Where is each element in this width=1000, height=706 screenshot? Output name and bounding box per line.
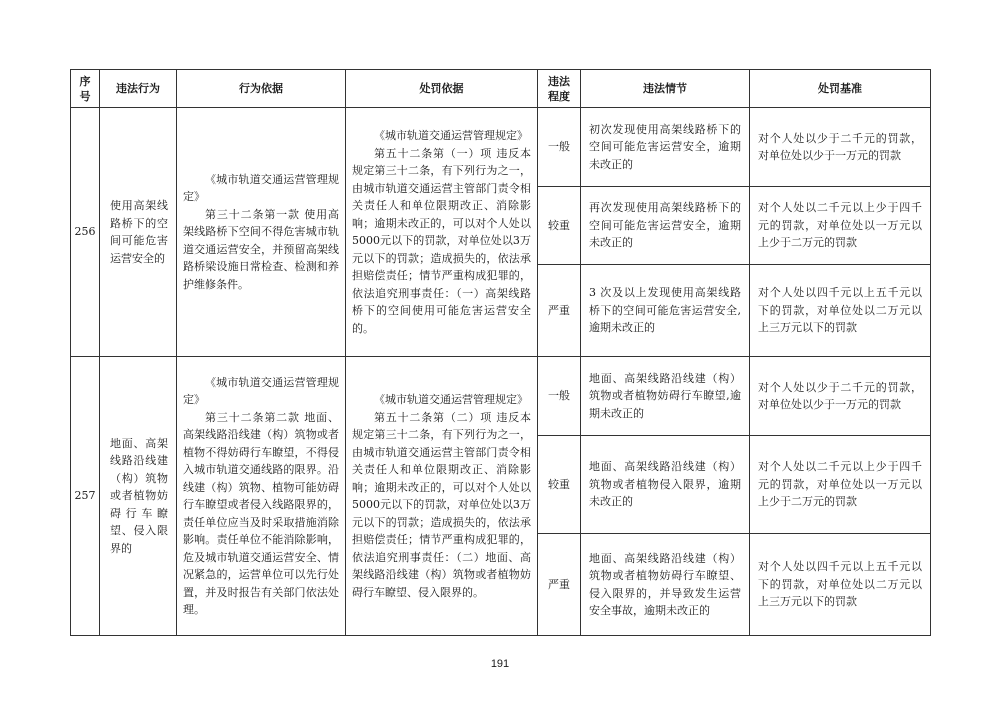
- table-header-row: [71, 70, 931, 108]
- situation: 再次发现使用高架线路桥下的空间可能危害运营安全，逾期未改正的: [581, 187, 750, 265]
- header-no: 序号: [71, 70, 100, 108]
- row-number: 256: [71, 108, 100, 357]
- header-standard: 处罚基准: [750, 70, 931, 108]
- row-number: 257: [71, 357, 100, 636]
- basis-cell: [177, 357, 346, 636]
- standard: 对个人处以少于二千元的罚款，对单位处以少于一万元的罚款: [750, 108, 931, 187]
- basis-title: 《城市轨道交通运营管理规定》: [183, 172, 339, 204]
- penalty-table: [70, 69, 931, 636]
- degree: 较重: [538, 436, 581, 534]
- basis-body: 第三十二条第二款 地面、高架线路沿线建（构）筑物或者植物不得妨碍行车瞭望，不得侵入城市轨道交通线路的限界。沿线建（构）筑物、植物可能妨碍行车瞭望或者侵入线路限界的，责任单位应当及时采取措施消除影响。责任单位不能消除影响，危及城市轨道交通运营安全、情况紧急的，运营单位可以先行处置，并及时报告有关部门依法处理。: [183, 410, 339, 616]
- situation: 地面、高架线路沿线建（构）筑物或者植物妨碍行车瞭望,逾期未改正的: [581, 357, 750, 436]
- basis-title: 《城市轨道交通运营管理规定》: [183, 375, 339, 406]
- degree: 一般: [538, 357, 581, 436]
- standard: 对个人处以二千元以上少于四千元的罚款，对单位处以一万元以上少于二万元的罚款: [750, 187, 931, 265]
- standard: 对个人处以四千元以上五千元以下的罚款，对单位处以二万元以上三万元以下的罚款: [750, 534, 931, 636]
- header-act: 违法行为: [100, 70, 177, 108]
- standard: 对个人处以四千元以上五千元以下的罚款，对单位处以二万元以上三万元以下的罚款: [750, 265, 931, 357]
- standard: 对个人处以二千元以上少于四千元的罚款，对单位处以一万元以上少于二万元的罚款: [750, 436, 931, 534]
- page-number: 191: [490, 658, 510, 670]
- penalty-title: 《城市轨道交通运营管理规定》: [374, 129, 528, 142]
- situation: 地面、高架线路沿线建（构）筑物或者植物妨碍行车瞭望、侵入限界的，并导致发生运营安全事故，逾期未改正的: [581, 534, 750, 636]
- header-degree: 违法程度: [538, 70, 581, 108]
- degree: 一般: [538, 108, 581, 187]
- table-row: [71, 357, 931, 436]
- penalty-basis-cell: [346, 108, 538, 357]
- penalty-basis-cell: [346, 357, 538, 636]
- header-situation: 违法情节: [581, 70, 750, 108]
- penalty-title: 《城市轨道交通运营管理规定》: [374, 393, 528, 406]
- violation-act: 地面、高架线路沿线建（构）筑物或者植物妨碍行车瞭望、侵入限界的: [100, 357, 177, 636]
- situation: 地面、高架线路沿线建（构）筑物或者植物侵入限界，逾期未改正的: [581, 436, 750, 534]
- basis-cell: [177, 108, 346, 357]
- table-row: [71, 108, 931, 187]
- degree: 严重: [538, 265, 581, 357]
- penalty-body: 第五十二条第（二）项 违反本规定第三十二条，有下列行为之一，由城市轨道交通运营主管部门责令相关责任人和单位限期改正、消除影响；逾期未改正的，可以对个人处以5000元以下的罚款，对单位处以3万元以下的罚款；造成损失的，依法承担赔偿责任；情节严重构成犯罪的，依法追究刑事责任：（二）地面、高架线路沿线建（构）筑物或者植物妨碍行车瞭望、侵入限界的。: [352, 410, 531, 599]
- degree: 严重: [538, 534, 581, 636]
- situation: 初次发现使用高架线路桥下的空间可能危害运营安全，逾期未改正的: [581, 108, 750, 187]
- header-penalty: 处罚依据: [346, 70, 538, 108]
- header-basis: 行为依据: [177, 70, 346, 108]
- standard: 对个人处以少于二千元的罚款，对单位处以少于一万元的罚款: [750, 357, 931, 436]
- degree: 较重: [538, 187, 581, 265]
- basis-body: 第三十二条第一款 使用高架线路桥下空间不得危害城市轨道交通运营安全，并预留高架线路桥梁设施日常检查、检测和养护维修条件。: [183, 207, 339, 291]
- situation: 3 次及以上发现使用高架线路桥下的空间可能危害运营安全,逾期未改正的: [581, 265, 750, 357]
- violation-act: 使用高架线路桥下的空间可能危害运营安全的: [100, 108, 177, 357]
- penalty-body: 第五十二条第（一）项 违反本规定第三十二条，有下列行为之一，由城市轨道交通运营主管部门责令相关责任人和单位限期改正、消除影响；逾期未改正的，可以对个人处以5000元以下的罚款，对单位处以3万元以下的罚款；造成损失的，依法承担赔偿责任；情节严重构成犯罪的，依法追究刑事责任：（一）高架线路桥下的空间使用可能危害运营安全的。: [352, 146, 531, 335]
